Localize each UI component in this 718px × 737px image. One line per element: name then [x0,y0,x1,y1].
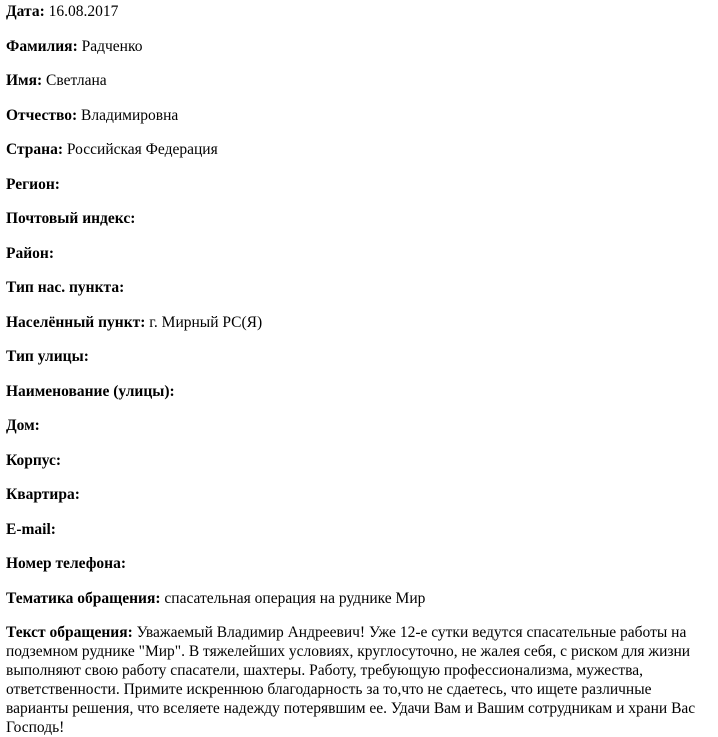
field-label: Номер телефона: [6,555,127,572]
field-value: Владимировна [81,106,179,124]
field-label: Отчество: [6,106,78,124]
field-district [6,242,712,277]
field-apartment [6,483,712,518]
field-value: Светлана [46,72,107,89]
field-label: Фамилия: [6,37,78,55]
field-patronymic [6,104,712,139]
field-value: спасательная операция на руднике Мир [164,589,426,607]
appeal-document [6,0,712,737]
field-label: Тип улицы: [6,348,89,365]
field-first-name [6,69,712,104]
field-building [6,449,712,484]
field-street-name [6,380,712,415]
field-label: Страна: [6,141,64,158]
field-label: Наименование (улицы): [6,382,175,400]
field-region [6,173,712,208]
field-label: Район: [6,244,54,262]
field-label: Дом: [6,417,40,434]
field-last-name [6,35,712,70]
field-country [6,138,712,173]
field-label: Дата: [6,3,45,20]
field-value: 16.08.2017 [48,3,119,20]
field-label: Регион: [6,175,60,193]
field-message [6,623,712,737]
field-label: Тематика обращения: [6,589,161,607]
field-locality [6,311,712,346]
message-text: Уважаемый Владимир Андреевич! Уже 12-е сутки ведутся спасательные работы на подземном руднике "Мир". В тяжелейших условиях, круглосуточно, не жалея себя, с риском для жизни выполняют свою работу спасатели, шахтеры. Работу, требующую профессионализма, мужества, ответственности. Примите искреннюю благодарность за то,что не сдаетесь, что ищете различные варианты решения, что вселяете надежду потерявшим ее. Удачи Вам и Вашим сотрудникам и храни Вас Господь! [6,624,696,736]
field-date [6,0,712,35]
field-label: Имя: [6,72,43,89]
field-street-type [6,345,712,380]
field-topic [6,587,712,622]
field-phone [6,552,712,587]
field-label: Квартира: [6,486,80,503]
field-label: Населённый пункт: [6,313,146,331]
field-label: Почтовый индекс: [6,210,136,227]
field-postal-code [6,207,712,242]
message-label: Текст обращения: [6,624,133,641]
field-label: E-mail: [6,520,56,538]
field-value: Радченко [81,37,143,55]
field-label: Корпус: [6,451,62,469]
field-house [6,414,712,449]
field-locality-type [6,276,712,311]
field-value: г. Мирный РС(Я) [149,313,263,331]
field-label: Тип нас. пункта: [6,279,125,296]
field-email [6,518,712,553]
field-value: Российская Федерация [66,141,218,158]
